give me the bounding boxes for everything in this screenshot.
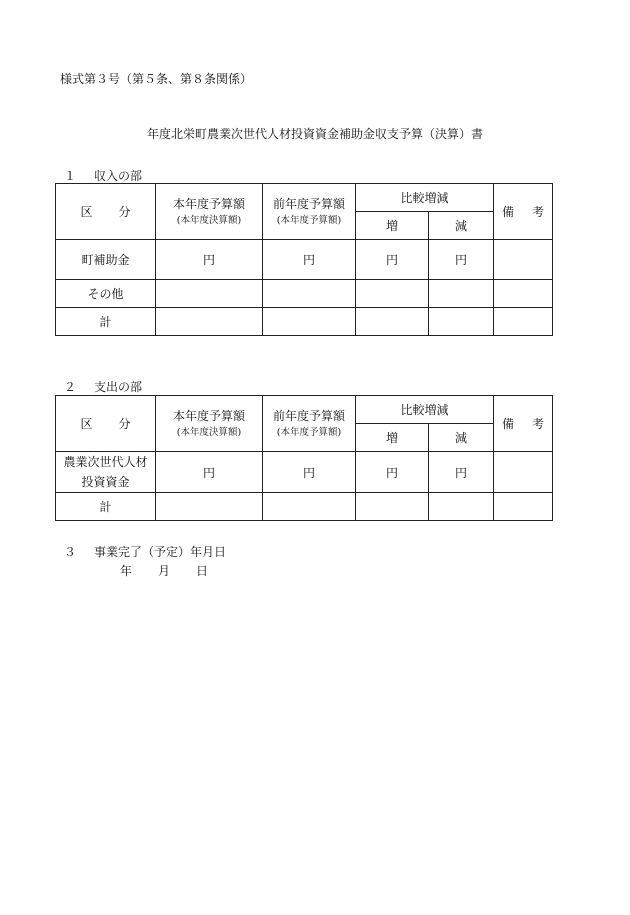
header-comparison: 比較増減 [356,184,494,212]
amount-cell[interactable] [263,308,356,336]
expense-section-number: ２ [64,380,77,394]
remarks-cell[interactable] [494,240,553,280]
header-category: 区 分 [56,396,156,452]
header-comparison: 比較増減 [356,396,494,424]
amount-cell[interactable] [429,280,494,308]
year-label: 年 [120,564,133,578]
table-row [56,280,553,308]
amount-cell[interactable] [156,308,263,336]
expense-section-heading [64,378,142,395]
amount-cell[interactable] [156,493,263,521]
row-label: 計 [56,308,156,336]
remarks-cell[interactable] [494,452,553,493]
row-label: 町補助金 [56,240,156,280]
amount-cell[interactable] [356,308,429,336]
header-current-year-label: 本年度予算額 [172,196,245,211]
amount-cell[interactable] [429,493,494,521]
header-increase: 増 [356,212,429,240]
amount-cell[interactable]: 円 [263,240,356,280]
amount-cell[interactable]: 円 [263,452,356,493]
amount-cell[interactable] [356,493,429,521]
amount-cell[interactable]: 円 [356,452,429,493]
month-label: 月 [158,564,171,578]
amount-cell[interactable]: 円 [356,240,429,280]
header-previous-year-label: 前年度予算額 [272,196,345,211]
header-current-year-label: 本年度予算額 [172,408,245,423]
header-current-year [156,396,263,452]
header-previous-year [263,184,356,240]
amount-cell[interactable] [263,493,356,521]
form-number: 様式第３号（第５条、第８条関係） [60,72,253,86]
income-section-title: 収入の部 [94,169,143,183]
row-label: その他 [56,280,156,308]
row-label: 農業次世代人材 投資資金 [56,452,156,493]
header-category: 区 分 [56,184,156,240]
income-section-heading [64,167,142,184]
income-section-number: １ [64,169,77,183]
header-decrease: 減 [429,212,494,240]
header-remarks: 備 考 [494,396,553,452]
table-row [56,493,553,521]
day-label: 日 [196,564,209,578]
remarks-cell[interactable] [494,280,553,308]
header-current-year [156,184,263,240]
table-row [56,452,553,493]
row-label: 計 [56,493,156,521]
header-previous-year-label: 前年度予算額 [272,408,345,423]
completion-section-heading [64,543,226,560]
expense-table [55,395,553,521]
amount-cell[interactable]: 円 [156,452,263,493]
amount-cell[interactable]: 円 [429,452,494,493]
table-row [56,308,553,336]
income-table [55,183,553,336]
document-title: 年度北栄町農業次世代人材投資資金補助金収支予算（決算）書 [146,127,483,141]
header-current-year-sub: (本年度決算額) [176,214,242,226]
amount-cell[interactable] [156,280,263,308]
header-remarks: 備 考 [494,184,553,240]
remarks-cell[interactable] [494,493,553,521]
header-increase: 増 [356,424,429,452]
amount-cell[interactable] [356,280,429,308]
expense-section-title: 支出の部 [94,380,143,394]
completion-date-field[interactable] [120,562,208,579]
amount-cell[interactable]: 円 [429,240,494,280]
header-previous-year-sub: (本年度予算額) [276,214,342,226]
completion-section-title: 事業完了（予定）年月日 [94,545,227,559]
amount-cell[interactable] [429,308,494,336]
header-decrease: 減 [429,424,494,452]
amount-cell[interactable]: 円 [156,240,263,280]
header-current-year-sub: (本年度決算額) [176,426,242,438]
amount-cell[interactable] [263,280,356,308]
header-previous-year [263,396,356,452]
remarks-cell[interactable] [494,308,553,336]
table-row [56,240,553,280]
completion-section-number: ３ [64,545,77,559]
header-previous-year-sub: (本年度予算額) [276,426,342,438]
